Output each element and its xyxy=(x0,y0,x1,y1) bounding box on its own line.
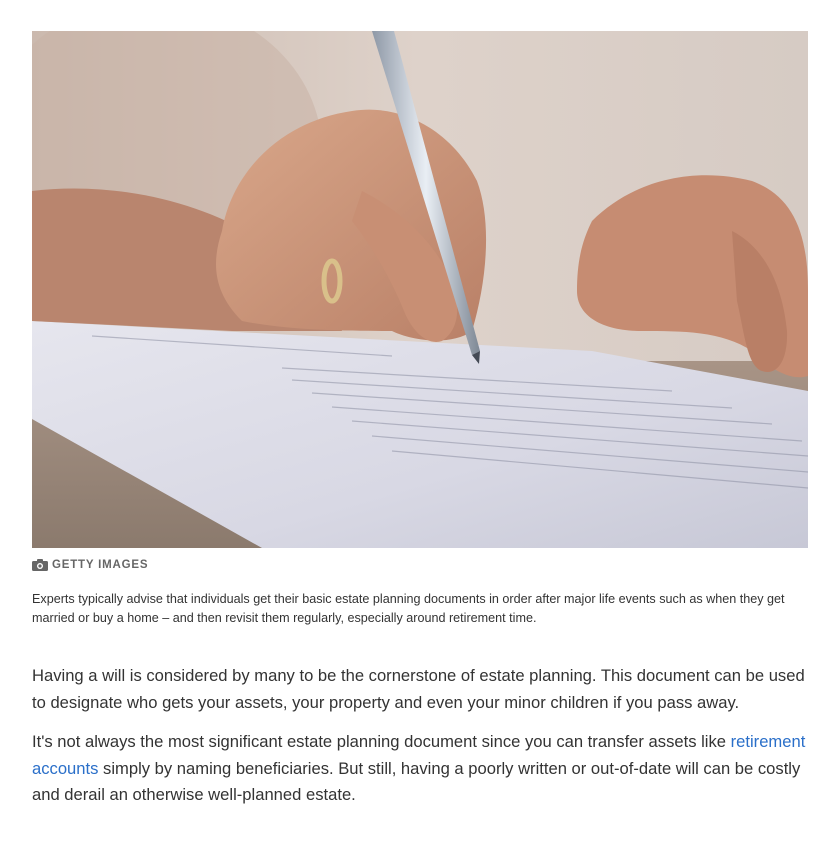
paragraph-2-text-after: simply by naming beneficiaries. But still, having a poorly written or out-of-date will can be costly and derail an otherwise well-planned estate. xyxy=(32,758,801,804)
photo-caption: Experts typically advise that individuals get their basic estate planning documents in order after major life events such as when they get married or buy a home – and then revisit them regularly, especially around retirement time. xyxy=(32,592,785,625)
paragraph-2 xyxy=(32,729,807,809)
camera-icon xyxy=(32,559,48,571)
article-body xyxy=(32,663,807,822)
photo-credit xyxy=(32,559,148,571)
paragraph-1: Having a will is considered by many to be the cornerstone of estate planning. This document can be used to designate who gets your assets, your property and even your minor children if you pass away. xyxy=(32,666,805,712)
hero-photo xyxy=(32,31,808,548)
photo-credit-text: GETTY IMAGES xyxy=(52,559,149,571)
retirement-accounts-link[interactable]: retirement accounts xyxy=(32,732,806,778)
paragraph-2-text-before: It's not always the most significant estate planning document since you can transfer assets like xyxy=(32,732,731,751)
